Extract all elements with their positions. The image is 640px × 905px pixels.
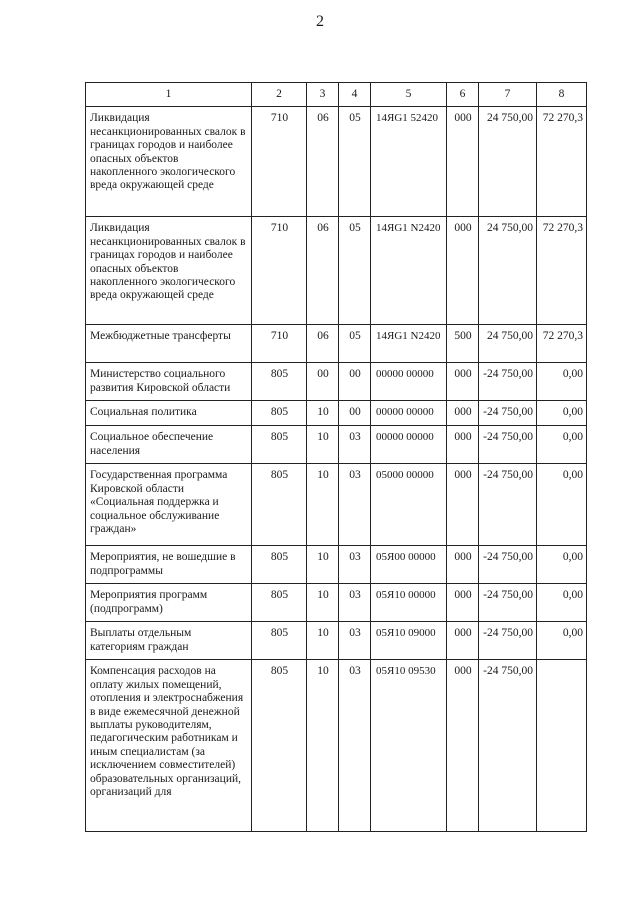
table-header-row	[86, 83, 587, 107]
cell-section: 06	[307, 107, 339, 217]
cell-amount-2: 0,00	[537, 546, 587, 584]
cell-amount-2: 0,00	[537, 426, 587, 464]
cell-section: 10	[307, 546, 339, 584]
table-row	[86, 546, 587, 584]
table-row	[86, 584, 587, 622]
cell-department: 805	[252, 584, 307, 622]
cell-target-article: 05Я10 00000	[371, 584, 447, 622]
cell-section: 10	[307, 660, 339, 832]
cell-amount-1: -24 750,00	[479, 401, 537, 426]
cell-amount-2: 72 270,3	[537, 217, 587, 325]
cell-department: 805	[252, 622, 307, 660]
budget-table	[85, 82, 587, 832]
cell-name: Выплаты отдельным категориям граждан	[86, 622, 252, 660]
cell-amount-1: 24 750,00	[479, 325, 537, 363]
cell-target-article: 00000 00000	[371, 363, 447, 401]
header-cell-8: 8	[537, 83, 587, 107]
cell-amount-2	[537, 660, 587, 832]
cell-name: Государственная программа Кировской области «Социальная поддержка и социальное обслуживание граждан»	[86, 464, 252, 546]
cell-amount-2: 0,00	[537, 464, 587, 546]
cell-target-article: 14ЯG1 N2420	[371, 325, 447, 363]
cell-subsection: 05	[339, 325, 371, 363]
cell-subsection: 03	[339, 622, 371, 660]
cell-name: Ликвидация несанкционированных свалок в границах городов и наиболее опасных объектов накопленного экологического вреда окружающей среде	[86, 107, 252, 217]
cell-expense-type: 000	[447, 426, 479, 464]
cell-name: Мероприятия программ (подпрограмм)	[86, 584, 252, 622]
cell-name: Министерство социального развития Кировской области	[86, 363, 252, 401]
page-number: 2	[316, 13, 324, 30]
cell-subsection: 00	[339, 401, 371, 426]
cell-section: 10	[307, 464, 339, 546]
cell-expense-type: 000	[447, 584, 479, 622]
cell-amount-2: 0,00	[537, 401, 587, 426]
cell-section: 06	[307, 217, 339, 325]
table-row	[86, 325, 587, 363]
cell-expense-type: 000	[447, 363, 479, 401]
header-cell-7: 7	[479, 83, 537, 107]
header-cell-4: 4	[339, 83, 371, 107]
cell-target-article: 00000 00000	[371, 426, 447, 464]
cell-department: 805	[252, 660, 307, 832]
table-row	[86, 660, 587, 832]
header-cell-5: 5	[371, 83, 447, 107]
cell-expense-type: 500	[447, 325, 479, 363]
table-row	[86, 464, 587, 546]
cell-name: Межбюджетные трансферты	[86, 325, 252, 363]
cell-name: Мероприятия, не вошедшие в подпрограммы	[86, 546, 252, 584]
cell-subsection: 03	[339, 426, 371, 464]
cell-department: 805	[252, 401, 307, 426]
cell-target-article: 00000 00000	[371, 401, 447, 426]
cell-section: 10	[307, 401, 339, 426]
cell-department: 805	[252, 464, 307, 546]
table-row	[86, 107, 587, 217]
cell-amount-2: 72 270,3	[537, 325, 587, 363]
table-row	[86, 217, 587, 325]
cell-amount-1: -24 750,00	[479, 584, 537, 622]
cell-amount-1: 24 750,00	[479, 217, 537, 325]
cell-target-article: 14ЯG1 N2420	[371, 217, 447, 325]
cell-expense-type: 000	[447, 401, 479, 426]
cell-name: Социальное обеспечение населения	[86, 426, 252, 464]
cell-department: 805	[252, 426, 307, 464]
cell-subsection: 05	[339, 107, 371, 217]
cell-subsection: 03	[339, 546, 371, 584]
cell-amount-1: -24 750,00	[479, 464, 537, 546]
cell-subsection: 05	[339, 217, 371, 325]
cell-expense-type: 000	[447, 622, 479, 660]
cell-department: 710	[252, 217, 307, 325]
header-cell-1: 1	[86, 83, 252, 107]
cell-section: 00	[307, 363, 339, 401]
cell-amount-2: 0,00	[537, 622, 587, 660]
table-row	[86, 363, 587, 401]
cell-subsection: 03	[339, 584, 371, 622]
header-cell-3: 3	[307, 83, 339, 107]
cell-subsection: 00	[339, 363, 371, 401]
cell-section: 10	[307, 584, 339, 622]
cell-department: 710	[252, 325, 307, 363]
cell-amount-1: -24 750,00	[479, 363, 537, 401]
cell-target-article: 14ЯG1 52420	[371, 107, 447, 217]
cell-section: 06	[307, 325, 339, 363]
cell-department: 710	[252, 107, 307, 217]
cell-department: 805	[252, 363, 307, 401]
cell-amount-1: -24 750,00	[479, 660, 537, 832]
cell-target-article: 05Я00 00000	[371, 546, 447, 584]
cell-name: Компенсация расходов на оплату жилых помещений, отопления и электроснабжения в виде ежемесячной денежной выплаты руководителям, педагогическим работникам и иным специалистам (за исключением совместителей) образовательных организаций, организаций для	[86, 660, 252, 832]
cell-name: Ликвидация несанкционированных свалок в границах городов и наиболее опасных объектов накопленного экологического вреда окружающей среде	[86, 217, 252, 325]
cell-amount-2: 72 270,3	[537, 107, 587, 217]
table-row	[86, 401, 587, 426]
cell-target-article: 05Я10 09530	[371, 660, 447, 832]
cell-target-article: 05000 00000	[371, 464, 447, 546]
cell-name: Социальная политика	[86, 401, 252, 426]
cell-subsection: 03	[339, 464, 371, 546]
cell-section: 10	[307, 426, 339, 464]
table-row	[86, 622, 587, 660]
header-cell-2: 2	[252, 83, 307, 107]
cell-amount-1: -24 750,00	[479, 622, 537, 660]
cell-amount-2: 0,00	[537, 584, 587, 622]
cell-amount-1: -24 750,00	[479, 426, 537, 464]
cell-expense-type: 000	[447, 546, 479, 584]
header-cell-6: 6	[447, 83, 479, 107]
cell-expense-type: 000	[447, 107, 479, 217]
cell-expense-type: 000	[447, 660, 479, 832]
cell-target-article: 05Я10 09000	[371, 622, 447, 660]
cell-amount-1: -24 750,00	[479, 546, 537, 584]
cell-amount-1: 24 750,00	[479, 107, 537, 217]
cell-section: 10	[307, 622, 339, 660]
cell-expense-type: 000	[447, 464, 479, 546]
cell-amount-2: 0,00	[537, 363, 587, 401]
cell-expense-type: 000	[447, 217, 479, 325]
table-row	[86, 426, 587, 464]
cell-department: 805	[252, 546, 307, 584]
cell-subsection: 03	[339, 660, 371, 832]
